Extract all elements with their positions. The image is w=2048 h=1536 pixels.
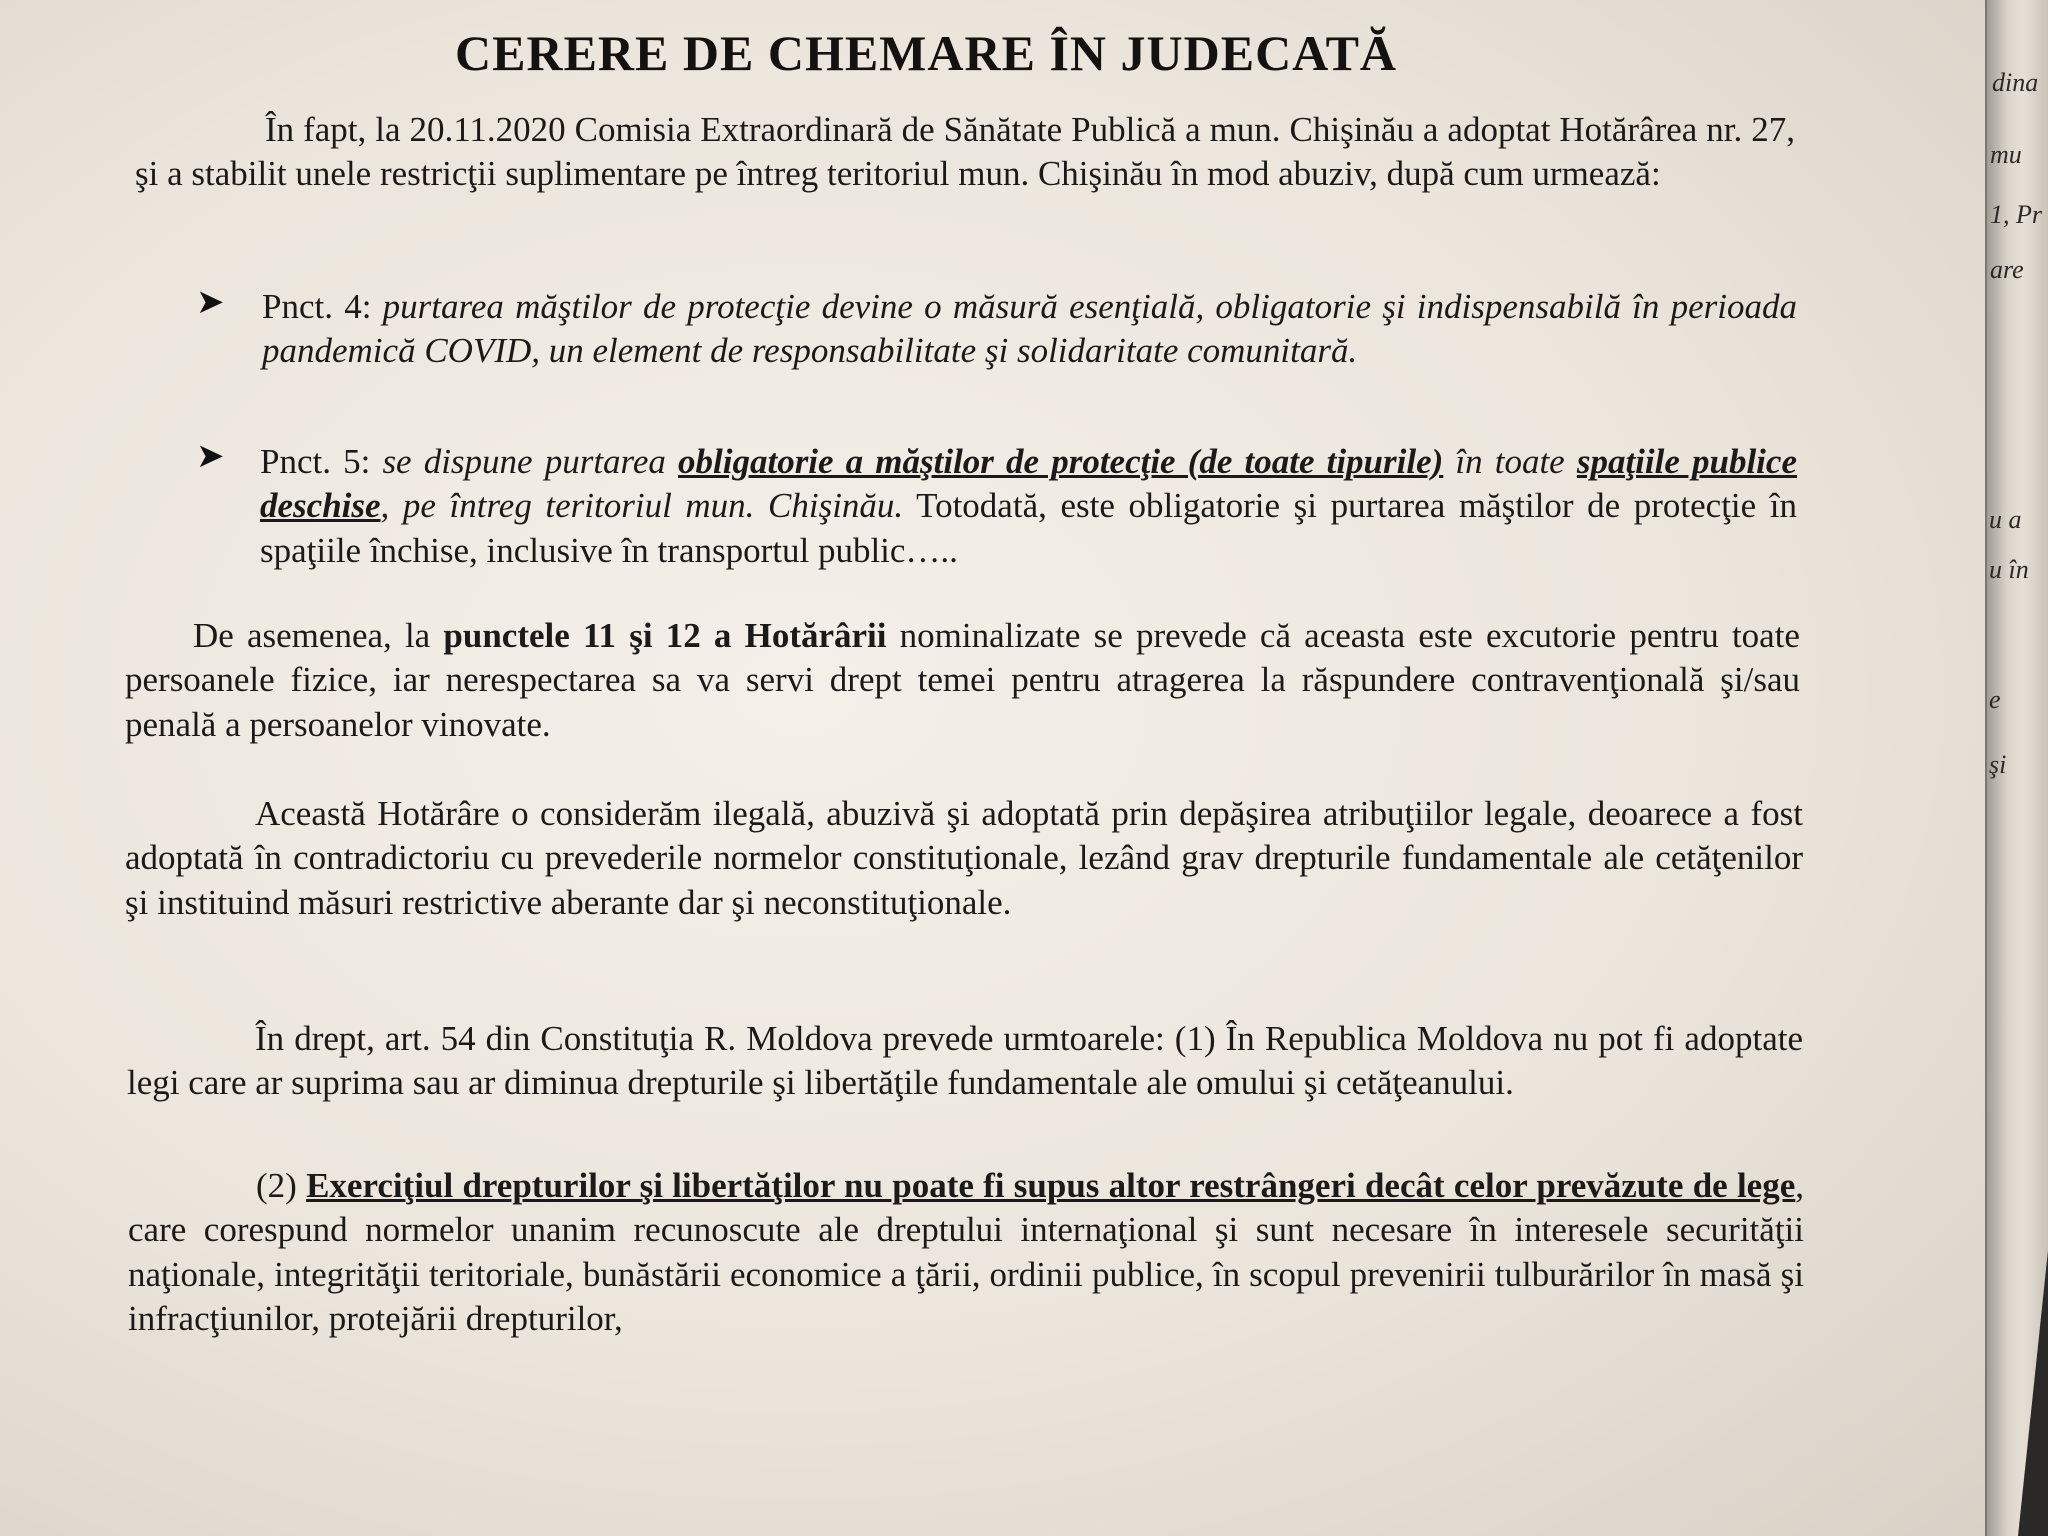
adjacent-page-edge bbox=[1985, 0, 2048, 1536]
bullet-arrow-icon: ➤ bbox=[196, 438, 225, 475]
bullet-emphasis: spaţiile publice deschise bbox=[260, 442, 1797, 526]
edge-fragment: e bbox=[1989, 685, 2001, 714]
bullet-text: în toate bbox=[1443, 442, 1577, 481]
bullet-emphasis: obligatorie a măştilor de protecţie (de toate tipurile) bbox=[678, 442, 1444, 481]
bullet-text: purtarea măştilor de protecţie devine o măsură esenţială, obligatorie şi indispensabilă în perioada pandemică COVID, un element de responsabilitate şi solidaritate comunitară. bbox=[262, 287, 1798, 371]
bullet-arrow-icon: ➤ bbox=[196, 284, 225, 321]
paragraph-5 bbox=[128, 1164, 1804, 1342]
para-text: nominalizate se prevede că aceasta este excutorie pentru toate persoanele fizice, iar nerespectarea sa va servi drept temei pentru atragerea la răspundere contravenţională şi/sau penală a persoanelor vinovate. bbox=[125, 616, 1800, 744]
edge-fragment: 1, Pr bbox=[1990, 200, 2042, 229]
paragraph-3: Această Hotărâre o considerăm ilegală, abuzivă şi adoptată prin depăşirea atribuţiilor legale, deoarece a fost adoptată în contradictoriu cu prevederile normelor constituţionale, lezând grav drepturile fundamentale ale cetăţenilor şi instituind măsuri restrictive aberante dar şi neconstituţionale. bbox=[125, 794, 1803, 922]
page-title: CERERE DE CHEMARE ÎN JUDECATĂ bbox=[455, 25, 1398, 81]
paragraph-2 bbox=[125, 614, 1800, 747]
intro-paragraph: În fapt, la 20.11.2020 Comisia Extraordinară de Sănătate Publică a mun. Chişinău a adoptat Hotărârea nr. 27, şi a stabilit unele restricţii suplimentare pe întreg teritoriul mun. Chişinău în mod abuziv, după cum urmează: bbox=[135, 110, 1795, 194]
paragraph-4: În drept, art. 54 din Constituţia R. Moldova prevede urmtoarele: (1) În Republica Moldova nu pot fi adoptate legi care ar suprima sau ar diminua drepturile şi libertăţile fundamentale ale omului şi cetăţeanului. bbox=[127, 1019, 1803, 1103]
para-text: (2) bbox=[256, 1166, 307, 1205]
bullet-item-pnct4 bbox=[262, 285, 1797, 374]
edge-fragment: u a bbox=[1989, 505, 2022, 534]
bullet-text: Totodată, este obligatorie şi purtarea măştilor de protecţie în spaţiile închise, inclusive în transportul public….. bbox=[260, 486, 1797, 570]
edge-fragment: u în bbox=[1989, 555, 2029, 584]
bullet-label: Pnct. 5: bbox=[260, 442, 383, 481]
bullet-label: Pnct. 4: bbox=[262, 287, 383, 326]
para-bold: punctele 11 şi 12 a Hotărârii bbox=[443, 616, 887, 655]
para-text: , care corespund normelor unanim recunoscute ale dreptului internaţional şi sunt necesare în interesele securităţii naţionale, integrităţii teritoriale, bunăstării economice a ţării, ordinii publice, în scopul prevenirii tulburărilor în masă şi infracţiunilor, protejării drepturilor, bbox=[128, 1166, 1805, 1339]
edge-fragment: şi bbox=[1989, 750, 2007, 779]
bullet-text: , pe întreg teritoriul mun. Chişinău. bbox=[380, 486, 904, 526]
para-text: De asemenea, la bbox=[193, 616, 444, 655]
edge-fragment: mu bbox=[1990, 140, 2022, 169]
bullet-text: se dispune purtarea bbox=[382, 442, 679, 481]
para-bold: Exerciţiul drepturilor şi libertăţilor nu poate fi supus altor restrângeri decât celor prevăzute de lege bbox=[306, 1166, 1796, 1205]
edge-fragment: are bbox=[1990, 255, 2024, 284]
edge-fragment: dina bbox=[1992, 68, 2039, 97]
bullet-item-pnct5 bbox=[260, 440, 1797, 573]
